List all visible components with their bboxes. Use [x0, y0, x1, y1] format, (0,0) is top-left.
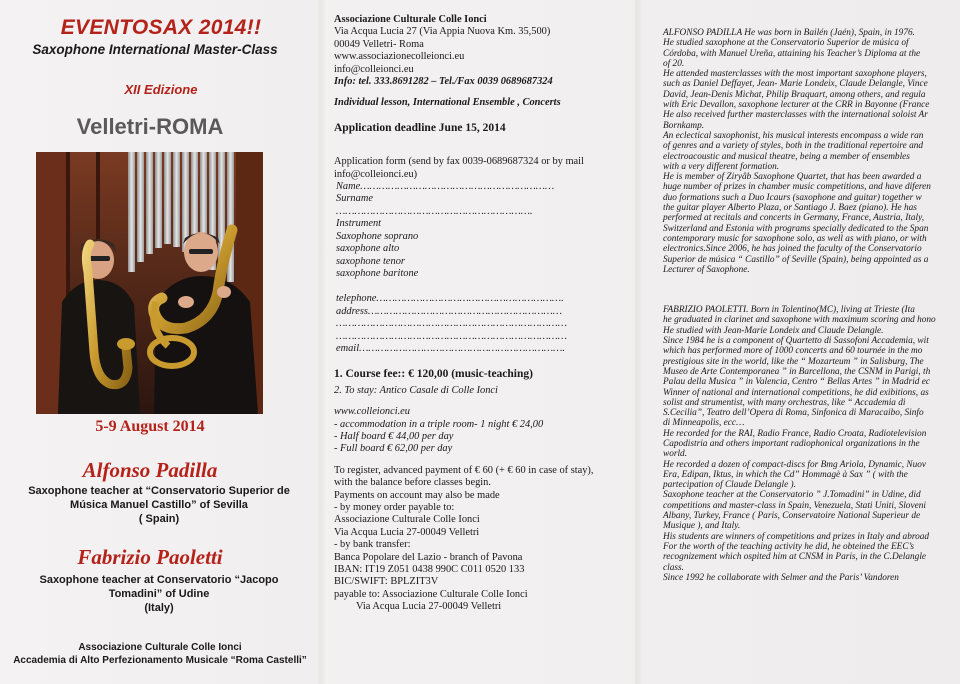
form-email: email………………………………………………………….: [336, 342, 565, 354]
register-line: - by money order payable to:: [334, 502, 455, 513]
bio-line: he graduated in clarinet and saxophone with maximum scoring and hono: [663, 315, 936, 326]
bio-line: Superior de música “ Castillo” of Seville (Spain), being appointed as a: [663, 254, 929, 265]
bio-line: Bornkamp.: [663, 120, 705, 131]
bio-line: di Minneapolis, ecc…: [663, 418, 745, 429]
event-dates: 5-9 August 2014: [95, 418, 205, 435]
teachers-photo: [36, 152, 263, 414]
teacher2-name: Fabrizio Paoletti: [77, 545, 223, 569]
bio-line: Lecturer of Saxophone.: [663, 264, 750, 275]
register-line: - by bank transfer:: [334, 539, 411, 551]
bio-line: class.: [663, 562, 684, 573]
footer-line1: Associazione Culturale Colle Ionci: [78, 642, 242, 653]
register-line: Banca Popolare del Lazio - branch of Pavona: [334, 551, 523, 563]
register-line: payable to: Associazione Culturale Colle Ionci: [334, 588, 528, 600]
teacher2-description: [14, 573, 304, 615]
padilla-biography: [663, 28, 960, 275]
bio-line: electronics.Since 2006, he has joined the faculty of the Conservatorio: [663, 244, 922, 255]
register-line: Via Acqua Lucia 27-00049 Velletri: [334, 526, 480, 538]
form-dots: ……………………………………………………….: [336, 205, 533, 217]
bio-line: world.: [663, 449, 688, 460]
register-line: with the balance before classes begin.: [334, 477, 491, 489]
teacher1-country: ( Spain): [138, 513, 180, 525]
left-panel: [0, 0, 322, 684]
org-address-1: Via Acqua Lucia 27 (Via Appia Nuova Km. 35,500): [334, 26, 551, 38]
application-form-email: info@colleionci.eu): [334, 168, 418, 180]
bic-swift: BIC/SWIFT: BPLZIT3V: [334, 576, 439, 588]
bio-line: recognizement which ospited him at CNSM in Paris, in the C.Delangle: [663, 552, 927, 563]
org-email: info@colleionci.eu: [334, 63, 414, 75]
form-surname: Surname: [336, 193, 373, 205]
bio-line: He attended masterclasses with the most important saxophone players,: [663, 69, 927, 80]
bio-line: Since 1992 he collaborate with Selmer and the Paris’ Vandoren: [663, 572, 899, 583]
form-baritone: saxophone baritone: [336, 267, 419, 279]
bio-line: He is member of Ziryâb Saxophone Quartet, that has been awarded a: [663, 172, 922, 183]
bio-line: solist and strumentist, with many orchestras, like “ Accademia di: [663, 397, 906, 408]
bio-line: FABRIZIO PAOLETTI. Born in Tolentino(MC), living at Trieste (Ita: [663, 305, 915, 316]
event-title: EVENTOSAX 2014!!: [60, 16, 262, 39]
bio-line: the guitar player Alberto Plaza, or Santiago J. Baez (piano). He has: [663, 203, 917, 214]
bio-line: Winner of national and international competitions, he did exibitions, as: [663, 387, 929, 398]
bio-line: of genres and a variety of styles, both in the traditional repertoire and: [663, 141, 924, 152]
register-line: Associazione Culturale Colle Ionci: [334, 514, 480, 526]
form-dots: …………………………………………………………………: [336, 330, 567, 342]
paoletti-biography: [663, 305, 960, 583]
application-deadline: Application deadline June 15, 2014: [334, 121, 506, 134]
register-line: To register, advanced payment of € 60 (+ € 60 in case of stay),: [334, 464, 594, 476]
application-form-intro: Application form (send by fax 0039-0689687324 or by mail: [334, 156, 584, 168]
bio-line: Museo de Arte Contemporanea ” in Barcellona, the CSNM in Parigi, th: [663, 366, 931, 377]
accommodation-price: - accommodation in a triple room- 1 night € 24,00: [334, 418, 544, 430]
bio-line: Musique ), and Italy.: [663, 521, 741, 532]
teacher1-desc-line1: Saxophone teacher at “Conservatorio Superior de: [28, 485, 290, 497]
bio-line: partecipation of Claude Delangle ).: [663, 480, 796, 491]
org-name: Associazione Culturale Colle Ionci: [334, 14, 487, 25]
footer-credits: [10, 641, 310, 667]
stay-website: www.colleionci.eu: [334, 406, 410, 418]
bio-line: which has performed more of 1000 concerts and 60 tournée in the mo: [663, 346, 923, 357]
bio-line: electroacoustic and musical theatre, being a member of ensembles: [663, 151, 910, 162]
teacher1-name: Alfonso Padilla: [82, 458, 218, 482]
right-panel: [647, 0, 960, 684]
offer-line: Individual lesson, International Ensemble , Concerts: [334, 97, 561, 109]
form-address: address………………………………………………………: [336, 305, 562, 317]
bio-line: with a very different formation.: [663, 161, 780, 172]
teacher2-desc-line1: Saxophone teacher at Conservatorio “Jacopo: [39, 574, 279, 586]
teacher1-description: [14, 484, 304, 526]
bio-line: Switzerland and Estonia with programs specially dedicated to the Span: [663, 223, 929, 234]
form-soprano: Saxophone soprano: [336, 230, 419, 242]
bio-line: Córdoba, with Manuel Ureña, attaining his Teacher’s Diploma at the: [663, 48, 921, 59]
teacher2-country: (Italy): [144, 602, 174, 614]
bio-line: He recorded a dozen of compact-discs for Bmg Ariola, Dynamic, Nuov: [663, 459, 927, 470]
bio-line: huge number of prizes in chamber music competitions, and have diferen: [663, 182, 931, 193]
bio-line: Era, Edipan, Iktus, in which the Cd” Hommagè à Sax ” ( with the: [663, 469, 908, 480]
bio-line: An eclectical saxophonist, his musical interests encompass a wide ran: [663, 130, 924, 141]
bio-line: prestigious site in the world, like the “ Mozarteum ” in Salisburg, The: [663, 356, 924, 367]
application-form: [334, 181, 637, 355]
edition-label: XII Edizione: [124, 82, 198, 97]
bio-line: Capodistria and others important radiophonical organizations in the: [663, 438, 920, 449]
bio-line: Since 1984 he is a component of Quartetto di Sassofoni Accademia, wit: [663, 336, 929, 347]
bio-line: Palau della Musica ” in Valencia, Centro “ Bellas Artes ” in Madrid ec: [663, 377, 931, 388]
bio-line: contemporary music for saxophone solo, as well as with piano, or with: [663, 233, 927, 244]
bio-line: with Eric Devallon, saxophone lecturer at the CRR in Bayonne (France: [663, 100, 930, 111]
iban: IBAN: IT19 Z051 0438 990C C011 0520 133: [334, 564, 525, 576]
bio-line: For the worth of the teaching activity he did, he obteined the EEC’s: [663, 541, 915, 552]
form-telephone: telephone…………………………………………………….: [336, 293, 564, 305]
full-board-price: - Full board € 62,00 per day: [334, 443, 453, 455]
form-name: Name………………………………………………………: [336, 181, 555, 193]
teachers-photo-illustration: [36, 152, 263, 414]
middle-panel: [322, 0, 647, 684]
bio-line: of 20.: [663, 58, 685, 69]
course-fee: 1. Course fee:: € 120,00 (music-teaching): [334, 368, 533, 381]
teacher2-desc-line2: Tomadini” of Udine: [108, 588, 210, 600]
org-address-2: 00049 Velletri- Roma: [334, 38, 424, 50]
bio-line: David, Jean-Denis Michat, Philip Braquart, among others, and regula: [663, 89, 926, 100]
register-line: Payments on account may also be made: [334, 489, 500, 501]
bio-line: Albany, Turkey, France ( Paris, Conservatoire National Superieur de: [663, 511, 921, 522]
stay-info: 2. To stay: Antico Casale di Colle Ionci: [334, 384, 498, 396]
bio-line: S.Cecilia”, Teatro dell’Opera di Roma, Sinfonica di Maracaibo, Sinfo: [663, 408, 924, 419]
form-alto: saxophone alto: [336, 243, 400, 255]
half-board-price: - Half board € 44,00 per day: [334, 430, 454, 442]
bio-line: competitions and master-class in Spain, Venezuela, Stati Uniti, Sloveni: [663, 500, 926, 511]
event-city: Velletri-ROMA: [76, 114, 224, 139]
footer-line2: Accademia di Alto Perfezionamento Musicale “Roma Castelli”: [13, 655, 307, 666]
form-tenor: saxophone tenor: [336, 255, 405, 267]
bio-line: He studied saxophone at the Conservatorio Superior de música of: [663, 38, 909, 49]
register-line: Via Acqua Lucia 27-00049 Velletri: [356, 601, 502, 613]
bio-line: His students are winners of competitions and prizes in Italy and abroad: [663, 531, 930, 542]
teacher1-desc-line2: Música Manuel Castillo” of Sevilla: [70, 499, 248, 511]
bio-line: He studied with Jean-Marie Londeix and Claude Delangle.: [663, 325, 884, 336]
bio-line: He also received further masterclasses with the international soloist Ar: [663, 110, 928, 121]
form-instrument: Instrument: [336, 218, 382, 230]
bio-line: ALFONSO PADILLA He was born in Bailén (Jaén), Spain, in 1976.: [663, 28, 915, 38]
bio-line: Saxophone teacher at the Conservatorio ” J.Tomadini” in Udine, did: [663, 490, 921, 501]
event-subtitle: Saxophone International Master-Class: [32, 42, 278, 57]
bio-line: such as Daniel Deffayet, Jean- Marie Londeix, Claude Delangle, Vince: [663, 79, 928, 90]
bio-line: He recorded for the RAI, Radio France, Radio Croata, Radiotelevision: [663, 428, 927, 439]
bio-line: duo formations such a Duo Icaurs (saxophone and guitar) together w: [663, 192, 922, 203]
org-phone: Info: tel. 333.8691282 – Tel./Fax 0039 0689687324: [334, 76, 553, 88]
org-website: www.associazionecolleionci.eu: [334, 51, 465, 63]
bio-line: performed at recitals and concerts in Germany, France, Austria, Italy,: [663, 213, 925, 224]
form-dots: …………………………………………………………………: [336, 318, 567, 330]
